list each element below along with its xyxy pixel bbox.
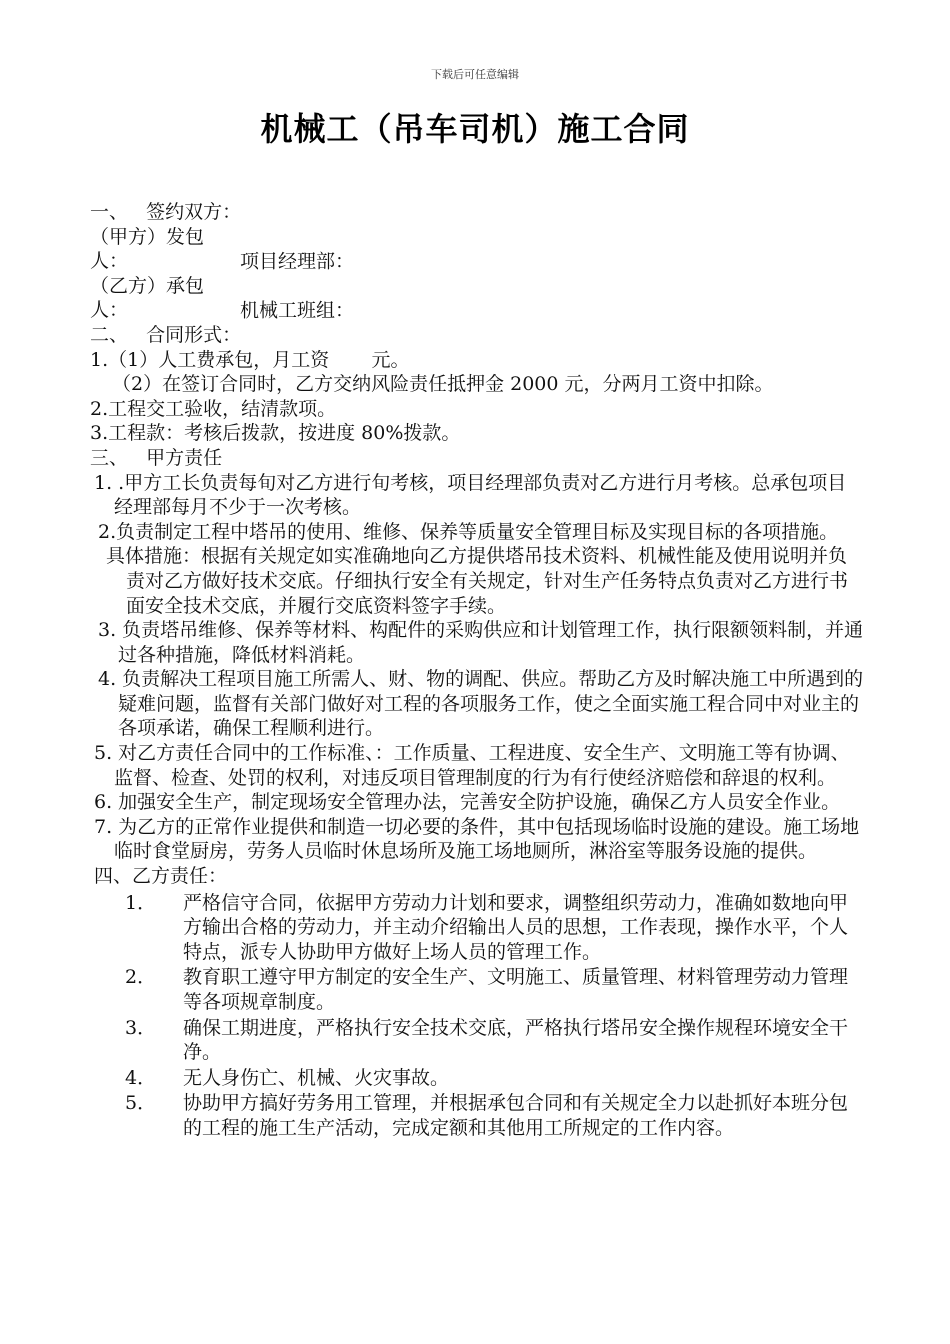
- clause-3-4: 4. 负责解决工程项目施工所需人、财、物的调配、供应。帮助乙方及时解决施工中所遇到的疑难问题，监督有关部门做好对工程的各项服务工作，使之全面实施工程合同中对业主的各项承诺，确保工程顺利进行。: [98, 668, 864, 740]
- party-b-line: [90, 274, 865, 323]
- contract-body: [90, 200, 865, 1141]
- clause-2-1b: （2）在签订合同时，乙方交纳风险责任抵押金 2000 元，分两月工资中扣除。: [112, 373, 774, 396]
- clause-3-1: 1. .甲方工长负责每旬对乙方进行旬考核，项目经理部负责对乙方进行月考核。总承包项目经理部每月不少于一次考核。: [94, 471, 847, 519]
- clause-3-6: 6. 加强安全生产，制定现场安全管理办法，完善安全防护设施，确保乙方人员安全作业。: [94, 791, 841, 814]
- list-item-number: 5．: [125, 1092, 157, 1115]
- list-item-text: 教育职工遵守甲方制定的安全生产、文明施工、质量管理、材料管理劳动力管理等各项规章制度。: [183, 966, 849, 1013]
- section-1-heading: 一、 签约双方：: [90, 201, 242, 223]
- clause-3-3: 3. 负责塔吊维修、保养等材料、构配件的采购供应和计划管理工作，执行限额领料制，并通过各种措施，降低材料消耗。: [98, 619, 864, 666]
- clause-3-2: 2.负责制定工程中塔吊的使用、维修、保养等质量安全管理目标及实现目标的各项措施。: [98, 520, 839, 543]
- clause-2-3: 3.工程款：考核后拨款，按进度 80%拨款。: [90, 422, 461, 445]
- list-item-number: 3．: [125, 1016, 157, 1039]
- section-2-heading: 二、 合同形式：: [90, 323, 242, 346]
- list-item: [125, 1091, 865, 1140]
- party-b-duties-list: [125, 891, 865, 1141]
- list-item: [125, 965, 865, 1014]
- list-item-text: 确保工期进度，严格执行安全技术交底，严格执行塔吊安全操作规程环境安全干净。: [183, 1016, 849, 1064]
- party-a-value: 项目经理部：: [240, 250, 355, 273]
- list-item-number: 1．: [125, 891, 157, 914]
- section-4-heading: 四、乙方责任：: [94, 865, 228, 888]
- clause-3-measures: 具体措施：根据有关规定如实准确地向乙方提供塔吊技术资料、机械性能及使用说明并负责对乙方做好技术交底。仔细执行安全有关规定，针对生产任务特点负责对乙方进行书面安全技术交底，并履行交底资料签字手续。: [106, 545, 849, 617]
- party-b-label: （乙方）承包人：: [90, 274, 205, 322]
- clause-2-2: 2.工程交工验收，结清款项。: [90, 397, 337, 420]
- clause-3-7: 7. 为乙方的正常作业提供和制造一切必要的条件，其中包括现场临时设施的建设。施工场地临时食堂厨房，劳务人员临时休息场所及施工场地厕所，淋浴室等服务设施的提供。: [94, 815, 860, 863]
- header-note: 下载后可任意编辑: [431, 68, 519, 81]
- list-item-number: 4．: [125, 1066, 157, 1089]
- party-a-line: [90, 225, 865, 274]
- list-item: [125, 1016, 865, 1065]
- list-item-number: 2．: [125, 966, 157, 989]
- clause-3-5: 5. 对乙方责任合同中的工作标准、：工作质量、工程进度、安全生产、文明施工等有协调、监督、检查、处罚的权利，对违反项目管理制度的行为有行使经济赔偿和辞退的权利。: [94, 742, 850, 789]
- list-item: [125, 1066, 865, 1091]
- clause-2-1: 1.（1）人工费承包，月工资 元。: [90, 348, 410, 371]
- list-item-text: 协助甲方搞好劳务用工管理，并根据承包合同和有关规定全力以赴抓好本班分包的工程的施工生产活动，完成定额和其他用工所规定的工作内容。: [183, 1092, 849, 1139]
- list-item-text: 严格信守合同，依据甲方劳动力计划和要求，调整组织劳动力，准确如数地向甲方输出合格的劳动力，并主动介绍输出人员的思想，工作表现，操作水平，个人特点，派专人协助甲方做好上场人员的管理工作。: [183, 891, 849, 963]
- section-3-heading: 三、 甲方责任: [90, 446, 223, 469]
- party-b-value: 机械工班组：: [240, 299, 355, 322]
- document-title: 机械工（吊车司机）施工合同: [260, 110, 690, 148]
- party-a-label: （甲方）发包人：: [90, 225, 205, 273]
- list-item: [125, 891, 865, 965]
- list-item-text: 无人身伤亡、机械、火灾事故。: [183, 1066, 450, 1089]
